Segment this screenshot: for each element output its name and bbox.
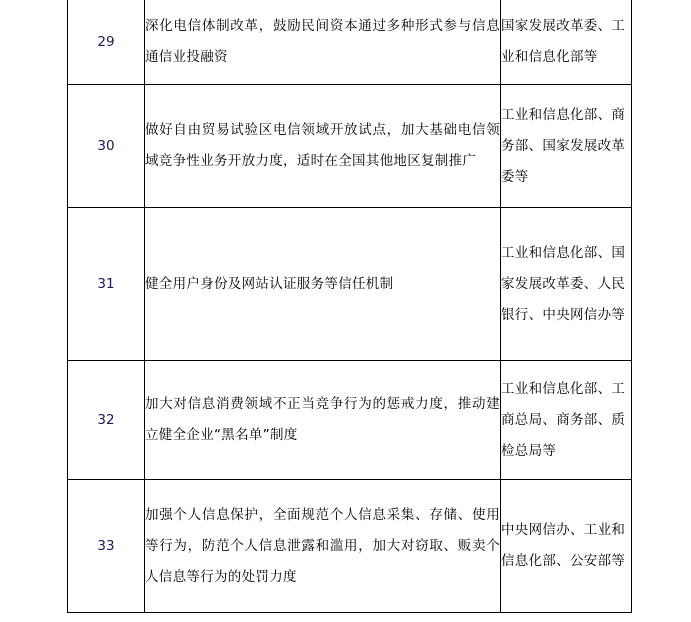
row-number: 33: [68, 480, 145, 613]
table-row: [68, 85, 632, 208]
row-department-text: 工业和信息化部、工商总局、商务部、质检总局等: [501, 361, 632, 480]
row-department-text: 工业和信息化部、国家发展改革委、人民银行、中央网信办等: [501, 208, 632, 361]
row-item-text: 健全用户身份及网站认证服务等信任机制: [145, 208, 501, 361]
row-department-text: 中央网信办、工业和信息化部、公安部等: [501, 480, 632, 613]
row-item-text: 做好自由贸易试验区电信领域开放试点，加大基础电信领域竞争性业务开放力度，适时在全国其他地区复制推广: [145, 85, 501, 208]
row-item-text: 加大对信息消费领域不正当竞争行为的惩戒力度，推动建立健全企业“黑名单”制度: [145, 361, 501, 480]
table-row: [68, 208, 632, 361]
row-number: 29: [68, 0, 145, 85]
table-row: [68, 361, 632, 480]
row-department-text: 国家发展改革委、工业和信息化部等: [501, 0, 632, 85]
row-number: 30: [68, 85, 145, 208]
row-item-text: 深化电信体制改革，鼓励民间资本通过多种形式参与信息通信业投融资: [145, 0, 501, 85]
table-row: [68, 0, 632, 85]
row-department-text: 工业和信息化部、商务部、国家发展改革委等: [501, 85, 632, 208]
policy-task-table: [67, 0, 632, 613]
row-number: 32: [68, 361, 145, 480]
table-row: [68, 480, 632, 613]
row-number: 31: [68, 208, 145, 361]
row-item-text: 加强个人信息保护，全面规范个人信息采集、存储、使用等行为，防范个人信息泄露和滥用，加大对窃取、贩卖个人信息等行为的处罚力度: [145, 480, 501, 613]
